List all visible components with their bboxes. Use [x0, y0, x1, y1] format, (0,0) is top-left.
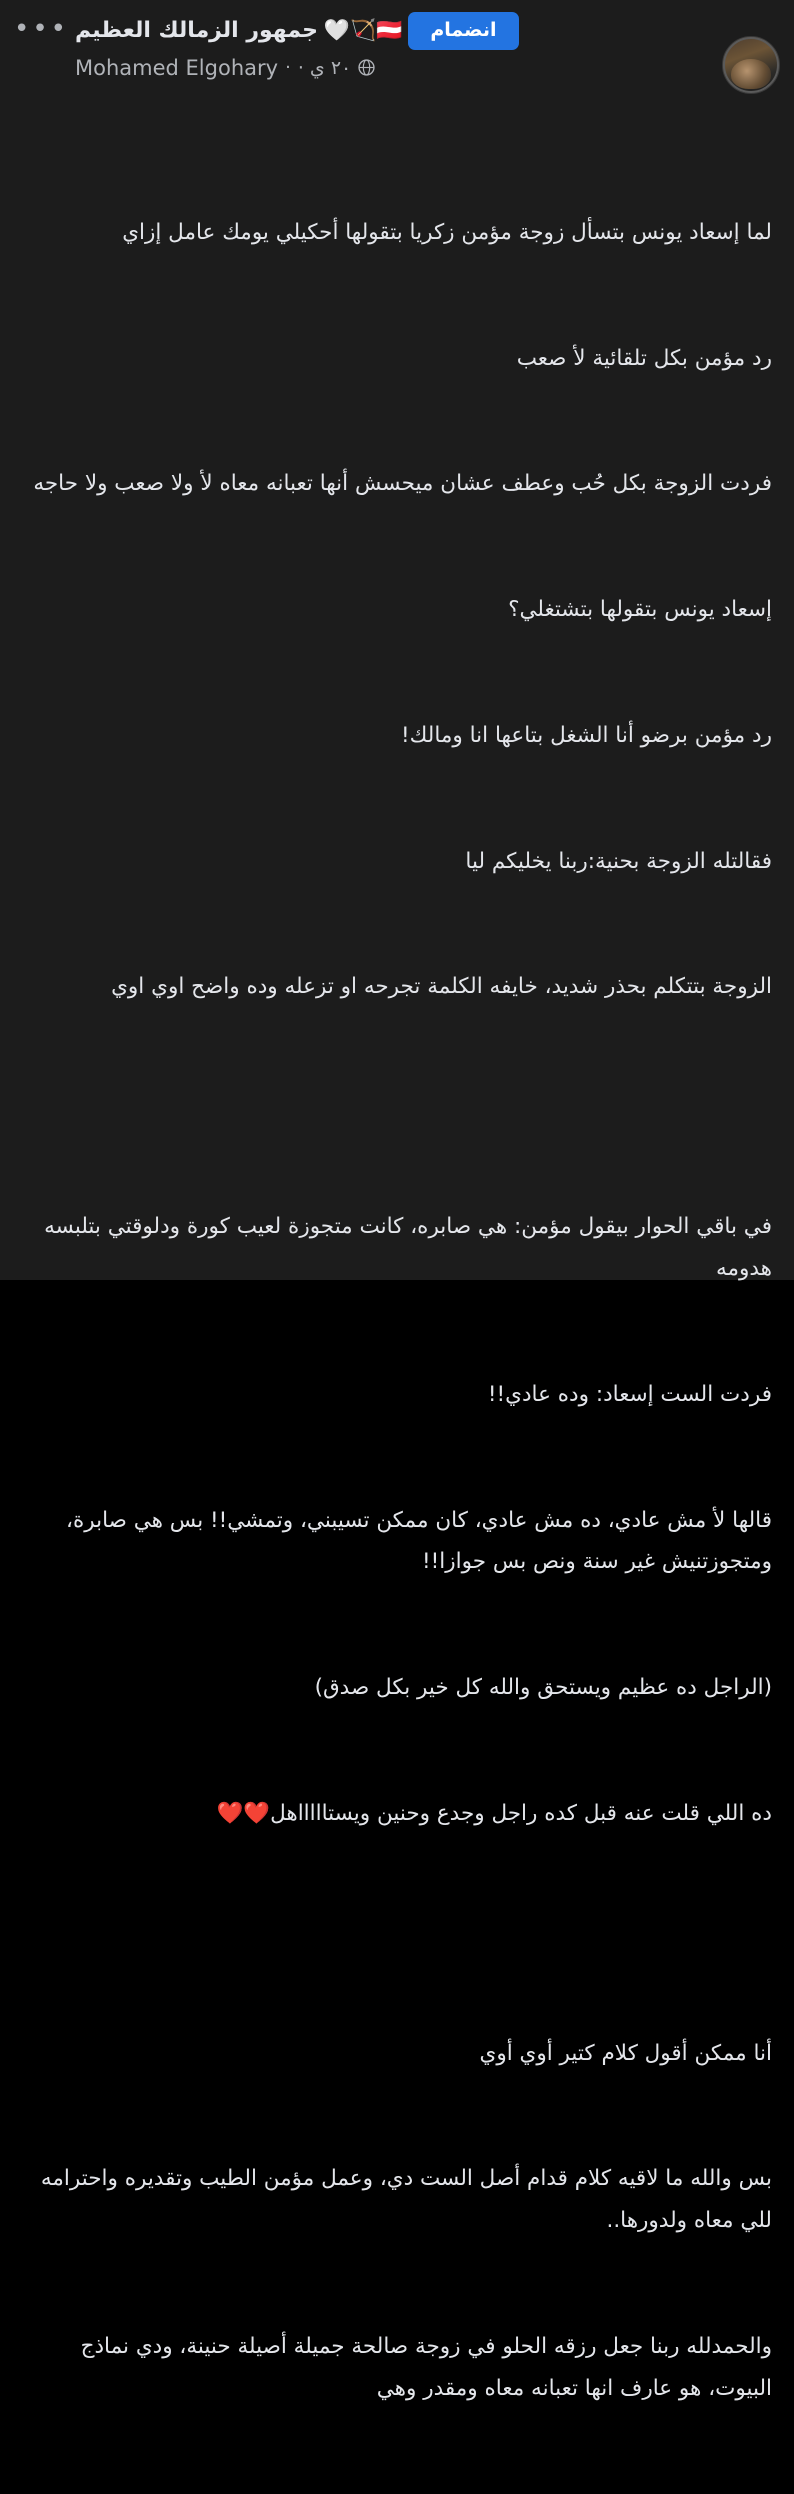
globe-icon	[358, 59, 375, 76]
author-name[interactable]: Mohamed Elgohary	[75, 55, 279, 80]
paragraph-spacer	[22, 1919, 772, 1949]
post-paragraph: فردت الست إسعاد: وده عادي!!	[487, 1381, 772, 1407]
post-paragraph: لما إسعاد يونس بتسأل زوجة مؤمن زكريا بتقولها أحكيلي يومك عامل إزاي	[122, 219, 772, 245]
post-timestamp[interactable]: ٢٠ ي ·	[297, 56, 352, 79]
post-paragraph: الزوجة بتتكلم بحذر شديد، خايفه الكلمة تجرحه او تزعله وده واضح اوي اوي	[111, 974, 772, 1000]
post-paragraph: إسعاد يونس بتقولها بتشتغلي؟	[508, 597, 772, 623]
meta-separator: ·	[285, 57, 291, 79]
paragraph-spacer	[22, 1092, 772, 1122]
post-paragraph: فردت الزوجة بكل حُب وعطف عشان ميحسش أنها تعبانه معاه لأ ولا صعب ولا حاجه	[33, 471, 772, 497]
join-button[interactable]: انضمام	[408, 12, 518, 50]
post-paragraph: أنا ممكن أقول كلام كتير أوي أوي	[479, 2040, 772, 2066]
page-title-row	[75, 12, 712, 50]
post-paragraph: ده اللي قلت عنه قبل كده راجل وجدع وحنين ويستاااااهل❤️❤️	[216, 1800, 772, 1826]
post-paragraph: في باقي الحوار بيقول مؤمن: هي صابره، كانت متجوزة لعيب كورة ودلوقتي بتلبسه هدومه	[37, 1214, 772, 1281]
avatar-ring	[723, 37, 779, 93]
title-emoji-icons: 🇦🇹🏹🤍	[323, 18, 403, 43]
post-paragraph: قالها لأ مش عادي، ده مش عادي، كان ممكن تسيبني، وتمشي!! بس هي صابرة، ومتجوزتنيش غير سنة ونص بس جوازا!!	[59, 1507, 772, 1575]
more-options-icon[interactable]: •••	[14, 14, 70, 44]
post-paragraph: رد مؤمن برضو أنا الشغل بتاعها انا ومالك!	[401, 722, 772, 748]
post-paragraph: فقالتله الزوجة بحنية:ربنا يخليكم ليا	[465, 848, 772, 874]
post-paragraph: رد مؤمن بكل تلقائية لأ صعب	[516, 345, 772, 371]
post-paragraph: بس والله ما لاقيه كلام قدام أصل الست دي، وعمل مؤمن الطيب وتقديره واحترامه للي معاه ولدورها..	[34, 2166, 772, 2234]
post-header	[0, 0, 794, 110]
author-avatar[interactable]	[722, 36, 780, 94]
post-body	[0, 110, 794, 2494]
post-paragraph: (الراجل ده عظيم ويستحق والله كل خير بكل صدق)	[314, 1675, 772, 1701]
post-paragraph: والحمدلله ربنا جعل رزقه الحلو في زوجة صالحة جميلة أصيلة حنينة، ودي نماذج البيوت، هو عارف انها تعبانه معاه ومقدر وهي	[73, 2334, 772, 2401]
post-header-text	[75, 10, 712, 80]
post-meta	[75, 56, 712, 80]
page-title[interactable]: جمهور الزمالك العظيم	[75, 18, 318, 44]
